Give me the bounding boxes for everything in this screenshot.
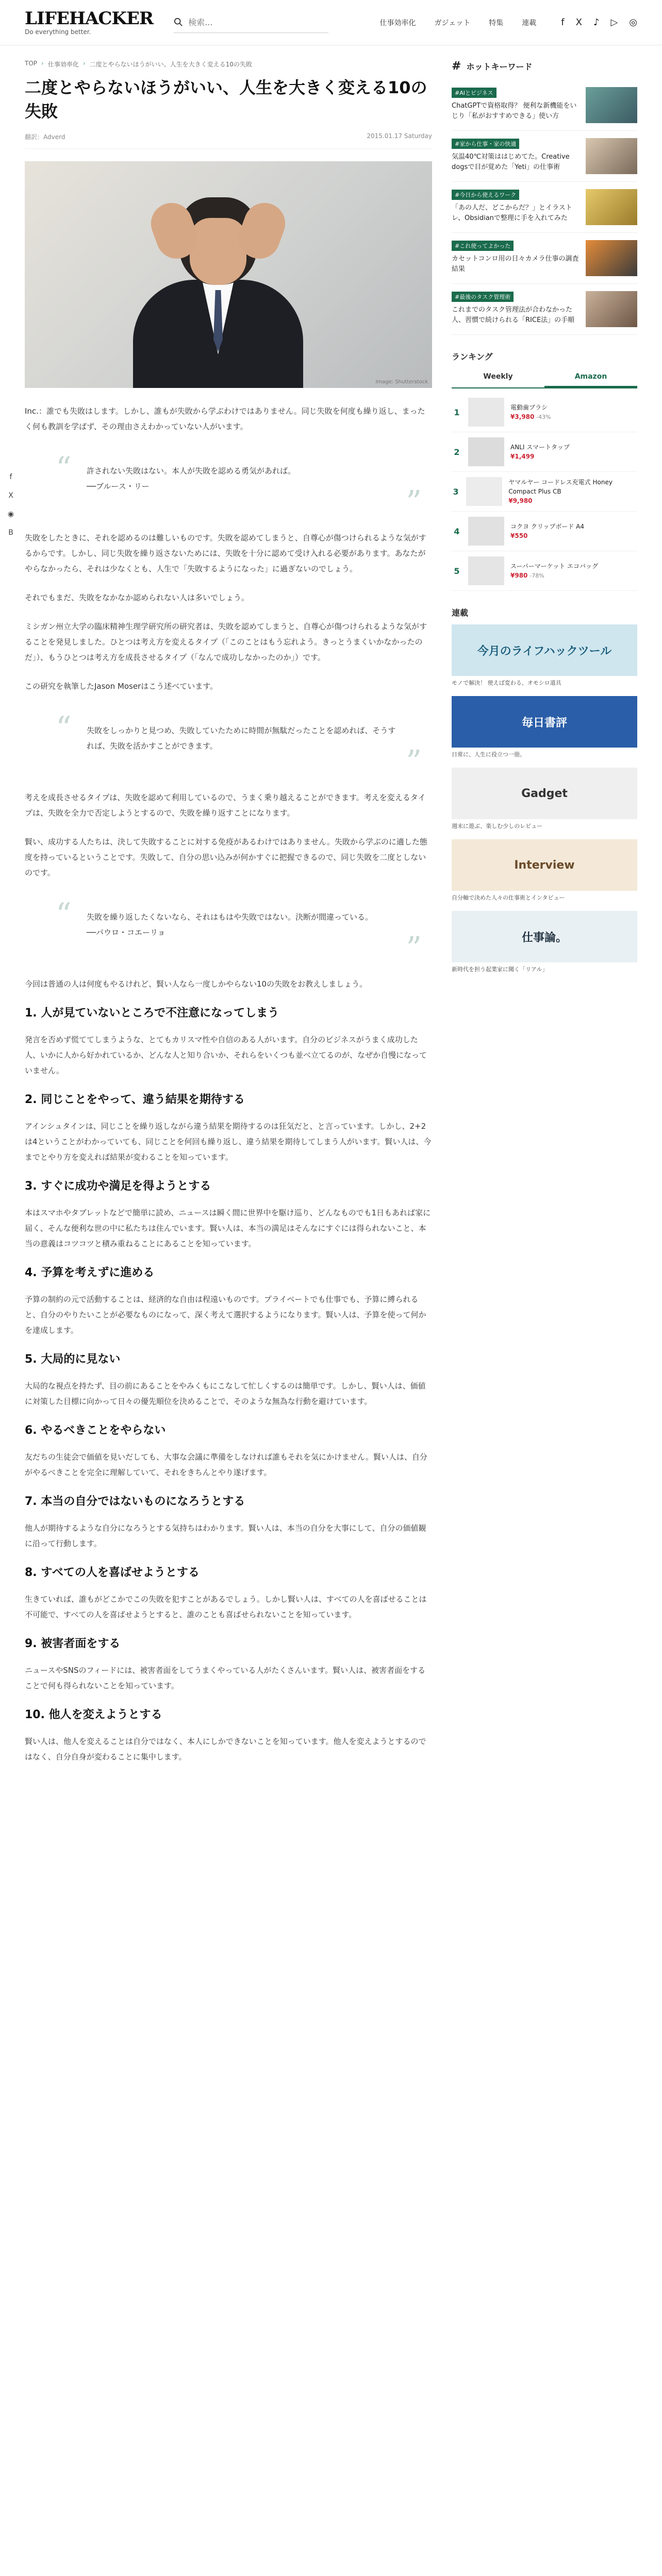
paragraph: 賢い、成功する人たちは、決して失敗することに対する免疫があるわけではありません。失敗から学ぶのに適した態度を持っているということです。失敗して、自分の思い込みが何かすぐに把握できるので、同じ失敗を二度としないのです。 bbox=[25, 837, 427, 877]
product-price: ¥980 bbox=[510, 571, 528, 579]
product-name[interactable]: ヤマルヤー コードレス充電式 Honey Compact Plus CB bbox=[508, 478, 613, 495]
section-text: 大局的な視点を持たず、目の前にあることをやみくもにこなして忙しくするのは簡単です。しかし、賢い人は、価値に対策した目標に向かって日々の優先順位を決めることで、そのような無為な行動を避けています。 bbox=[25, 1381, 426, 1406]
section-heading: 4. 予算を考えずに進める bbox=[25, 1266, 155, 1279]
hotword-title[interactable]: ChatGPTで資格取得？ 便利な新機能をいじり「私がおすすめできる」使い方 bbox=[452, 102, 577, 120]
quote-block bbox=[25, 448, 432, 520]
ranking-title: ランキング bbox=[452, 352, 493, 362]
section-heading: 7. 本当の自分ではないものになろうとする bbox=[25, 1495, 245, 1508]
hash-icon: # bbox=[452, 60, 461, 73]
paragraph: ミシガン州立大学の臨床精神生理学研究所の研究者は、失敗を認めてしまうと、自尊心が傷つけられるような気がすることを発見しました。ひとつは考え方を変えるタイプ（「このことはもう忘れよう。きっとうまくいかなかったのだ」）、もうひとつは考え方を成長させるタイプ（「なんで成功しなかったのか」）です。 bbox=[25, 622, 427, 662]
section-text: 本はスマホやタブレットなどで簡単に読め、ニュースは瞬く間に世界中を駆け巡り、どんなものでも1日もあれば家に届く、そんな便利な世の中に私たちは住んでいます。賢い人は、本当の満足はそんなにすぐには得られないこと、本当の意義はコツコツと積み重ねることにあることを知っています。 bbox=[25, 1208, 431, 1248]
product-discount: -43% bbox=[536, 413, 551, 420]
series-banner[interactable] bbox=[452, 839, 637, 902]
product-price: ¥550 bbox=[510, 532, 528, 539]
hotword-item[interactable] bbox=[452, 182, 637, 233]
quote-block bbox=[25, 894, 432, 967]
section-text: 発言を否めず慌ててしまうような、とてもカリスマ性や自信のある人がいます。自分のビジネスがうまく成功した人、いかに人から好かれているか、どんな人と知り合いか、それらをいくつも並べ立てるのが、なぜか自慢になっていません。 bbox=[25, 1035, 427, 1075]
product-discount: -78% bbox=[529, 572, 544, 579]
breadcrumb-category[interactable]: 仕事効率化 bbox=[47, 61, 79, 68]
section-heading: 9. 被害者面をする bbox=[25, 1637, 121, 1650]
series-image[interactable]: Interview bbox=[452, 839, 637, 891]
series-title: 連載 bbox=[452, 608, 469, 618]
series-image[interactable]: 今月のライフハックツール bbox=[452, 624, 637, 676]
series-image[interactable]: 毎日書評 bbox=[452, 696, 637, 748]
paragraph: 今回は普通の人は何度もやるけれど、賢い人なら一度しかやらない10の失敗をお教えしましょう。 bbox=[25, 979, 368, 989]
quote-open-icon: “ bbox=[56, 710, 72, 746]
series-banner[interactable] bbox=[452, 696, 637, 758]
site-header bbox=[0, 0, 662, 45]
section-text: 賢い人は、他人を変えることは自分ではなく、本人にしかできないことを知っています。他人を変えようとするのではなく、自分自身が変わることに集中します。 bbox=[25, 1737, 426, 1761]
section-heading: 1. 人が見ていないところで不注意になってしまう bbox=[25, 1007, 279, 1020]
section-heading: 8. すべての人を喜ばせようとする bbox=[25, 1566, 200, 1579]
nav-item-productivity[interactable]: 仕事効率化 bbox=[379, 19, 416, 27]
search-box bbox=[174, 12, 328, 33]
product-thumbnail[interactable] bbox=[468, 437, 504, 466]
product-price: ¥1,499 bbox=[510, 452, 535, 460]
main-nav bbox=[380, 18, 537, 28]
series-caption[interactable]: 新時代を担う起業家に聞く「リアル」 bbox=[452, 966, 548, 973]
section-text: 予算の制約の元で活動することは、経済的な自由は程遠いものです。プライベートでも仕事でも、予算に縛られると、自分のやりたいことが必要なものになって、深く考えて選択するようになります。賢い人は、予算を使って何かを達成します。 bbox=[25, 1295, 426, 1335]
nav-item-gadget[interactable]: ガジェット bbox=[434, 19, 471, 27]
search-input[interactable] bbox=[188, 18, 317, 27]
quote-close-icon: ” bbox=[406, 484, 422, 520]
ranking-item[interactable] bbox=[452, 512, 637, 551]
breadcrumb-current: 二度とやらないほうがいい、人生を大きく変える10の失敗 bbox=[89, 61, 252, 68]
byline bbox=[25, 132, 432, 149]
instagram-icon[interactable]: ◎ bbox=[629, 17, 637, 28]
line-share-icon[interactable]: ◉ bbox=[7, 510, 14, 518]
search-icon[interactable] bbox=[174, 18, 183, 27]
product-thumbnail[interactable] bbox=[466, 477, 502, 506]
hotword-thumbnail[interactable] bbox=[586, 240, 637, 276]
series-image[interactable]: 仕事論。 bbox=[452, 911, 637, 962]
product-thumbnail[interactable] bbox=[468, 398, 504, 427]
quote-open-icon: “ bbox=[56, 896, 72, 933]
series-banner[interactable] bbox=[452, 768, 637, 830]
hotwords-heading bbox=[452, 60, 637, 73]
section-heading: 10. 他人を変えようとする bbox=[25, 1708, 162, 1721]
hotword-tag[interactable]: #AIとビジネス bbox=[452, 88, 496, 98]
hero-caption: Image: Shutterstock bbox=[375, 379, 428, 385]
ranking-item[interactable] bbox=[452, 472, 637, 512]
hatena-share-icon[interactable]: B bbox=[8, 529, 13, 537]
section-heading: 6. やるべきことをやらない bbox=[25, 1424, 166, 1437]
ranking-item[interactable] bbox=[452, 551, 637, 591]
series-image[interactable]: Gadget bbox=[452, 768, 637, 819]
paragraph: 考えを成長させるタイプは、失敗を認めて利用しているので、うまく乗り越えることができます。考えを変えるタイプは、失敗を全力で否定しようとするので、失敗を繰り返すことになります。 bbox=[25, 793, 426, 818]
quote-text: 許されない失敗はない。本人が失敗を認める勇気があれば。 ──ブルース・リー bbox=[87, 466, 296, 491]
ranking-item[interactable] bbox=[452, 393, 637, 432]
section-heading: 3. すぐに成功や満足を得ようとする bbox=[25, 1180, 211, 1193]
product-thumbnail[interactable] bbox=[468, 517, 504, 546]
breadcrumb: TOP › 仕事効率化 › 二度とやらないほうがいい、人生を大きく変える10の失敗 bbox=[25, 60, 252, 68]
quote-block bbox=[25, 707, 432, 780]
facebook-share-icon[interactable]: f bbox=[9, 473, 12, 481]
series-caption[interactable]: 自分軸で決めた人々の仕事術とインタビュー bbox=[452, 894, 565, 901]
hotword-thumbnail[interactable] bbox=[586, 138, 637, 174]
hotwords-title: ホットキーワード bbox=[466, 62, 533, 72]
hotword-item[interactable] bbox=[452, 233, 637, 284]
tab-weekly[interactable]: Weekly bbox=[483, 372, 513, 381]
quote-text: 失敗を繰り返したくないなら、それはもはや失敗ではない。決断が間違っている。 ──パウロ・コエーリョ bbox=[87, 912, 373, 937]
product-name[interactable]: スーパーマーケット エコバッグ bbox=[510, 562, 599, 570]
tab-amazon[interactable]: Amazon bbox=[544, 367, 637, 387]
series-caption[interactable]: 週末に遊ぶ、楽しむ少しのレビュー bbox=[452, 823, 543, 829]
series-banner[interactable] bbox=[452, 911, 637, 973]
product-price: ¥3,980 bbox=[510, 413, 535, 420]
nav-item-series[interactable]: 連載 bbox=[522, 19, 537, 27]
ranking-tabs bbox=[452, 367, 637, 388]
hotword-title[interactable]: これまでのタスク管理法が合わなかった人、習慣で続けられる「RICE法」の手順 bbox=[452, 306, 575, 324]
hotword-tag[interactable]: #これ使ってよかった bbox=[452, 241, 514, 251]
breadcrumb-top[interactable]: TOP bbox=[25, 60, 38, 67]
hotword-thumbnail[interactable] bbox=[586, 87, 637, 123]
hotword-thumbnail[interactable] bbox=[586, 189, 637, 225]
x-icon[interactable]: X bbox=[575, 17, 582, 28]
hotword-item[interactable] bbox=[452, 131, 637, 182]
product-thumbnail[interactable] bbox=[468, 556, 504, 585]
hotword-thumbnail[interactable] bbox=[586, 291, 637, 327]
section-text: 生きていれば、誰もがどこかでこの失敗を犯すことがあるでしょう。しかし賢い人は、すべての人を喜ばせることは不可能で、すべての人を喜ばせようとすると、誰のことも喜ばせられないことを知っています。 bbox=[25, 1595, 427, 1619]
tiktok-icon[interactable]: ♪ bbox=[593, 17, 600, 28]
hero-image bbox=[25, 161, 432, 388]
series-caption[interactable]: 日常に、人生に役立つ一冊。 bbox=[452, 751, 525, 758]
product-name[interactable]: 電動歯ブラシ bbox=[510, 403, 548, 411]
section-text: 友だちの生徒会で価値を見いだしても、大事な会議に準備をしなければ誰もそれを気にかけません。賢い人は、自分がやるべきことを完全に理解していて、それをきちんとやり遂げます。 bbox=[25, 1452, 427, 1477]
paragraph: 失敗をしたときに、それを認めるのは難しいものです。失敗を認めてしまうと、自尊心が傷つけられるような気がするからです。しかし、同じ失敗を繰り返さないためには、失敗を十分に認めて受け入れる必要があります。あなたがやらなかったら、それは少なくとも、人生で「失敗するようになった」に過ぎないのでしょう。 bbox=[25, 533, 426, 573]
section-text: アインシュタインは、同じことを繰り返しながら違う結果を期待するのは狂気だと、と言っています。しかし、2+2は4ということがわかっていても、同じことを何回も繰り返し、違う結果を期待してしまう人がいます。賢い人は、今までとやり方を変えれば結果が変わることを知っています。 bbox=[25, 1122, 432, 1162]
series-banner[interactable] bbox=[452, 624, 637, 687]
series-caption[interactable]: モノで解決！ 使えば変わる、オモシロ道具 bbox=[452, 680, 561, 686]
hotword-title[interactable]: 「あの人だ、どこからだ？」とイラストレ、Obsidianで整理に手を入れてみた bbox=[452, 204, 572, 222]
hotword-title[interactable]: カセットコンロ用の日々カメラ仕事の調査結果 bbox=[452, 255, 579, 273]
hotword-item[interactable] bbox=[452, 284, 637, 335]
product-price: ¥9,980 bbox=[508, 497, 533, 504]
section-text: ニュースやSNSのフィードには、被害者面をしてうまくやっている人がたくさんいます。賢い人は、被害者面をすることで何も得られないことを知っています。 bbox=[25, 1666, 426, 1690]
section-heading: 5. 大局的に見ない bbox=[25, 1353, 121, 1366]
sidebar bbox=[452, 45, 637, 1778]
quote-close-icon: ” bbox=[406, 744, 422, 780]
share-bar bbox=[6, 473, 15, 538]
social-links bbox=[561, 17, 637, 28]
quote-open-icon: “ bbox=[56, 450, 72, 486]
product-name[interactable]: ANLI スマートタップ bbox=[510, 443, 570, 451]
hotword-tag[interactable]: #最後のタスク管理術 bbox=[452, 292, 514, 302]
logo-text: LIFEHACKER bbox=[25, 8, 154, 29]
site-logo[interactable] bbox=[25, 10, 153, 36]
ranking-item[interactable] bbox=[452, 432, 637, 472]
rank-number: 5 bbox=[454, 566, 460, 576]
quote-text: 失敗をしっかりと見つめ、失敗していたために時間が無駄だったことを認めれば、そうすれば、失敗を活かすことができます。 bbox=[87, 726, 396, 751]
quote-close-icon: ” bbox=[406, 930, 422, 967]
publish-date: 2015.01.17 Saturday bbox=[367, 132, 432, 140]
rank-number: 4 bbox=[454, 526, 460, 536]
rank-number: 3 bbox=[453, 486, 459, 497]
rank-number: 2 bbox=[454, 447, 460, 457]
nav-item-feature[interactable]: 特集 bbox=[489, 19, 504, 27]
section-heading: 2. 同じことをやって、違う結果を期待する bbox=[25, 1093, 245, 1106]
hotword-title[interactable]: 気温40℃対策ははじめてた。Creative dogsで目が覚めた「Yeti」の仕事術 bbox=[452, 153, 570, 171]
product-name[interactable]: コクヨ クリップボード A4 bbox=[510, 522, 584, 530]
intro-paragraph: Inc.：誰でも失敗はします。しかし、誰もが失敗から学ぶわけではありません。同じ失敗を何度も繰り返し、まったく何も教訓を学ばず、その理由さえわかっていない人がいます。 bbox=[25, 406, 425, 431]
rank-number: 1 bbox=[454, 407, 460, 417]
logo-tagline: Do everything better. bbox=[25, 28, 91, 36]
facebook-icon[interactable]: f bbox=[561, 17, 565, 28]
hotword-tag[interactable]: #家から仕事・家の快適 bbox=[452, 139, 519, 149]
youtube-icon[interactable]: ▷ bbox=[610, 17, 618, 28]
paragraph: それでもまだ、失敗をなかなか認められない人は多いでしょう。 bbox=[25, 593, 250, 602]
article bbox=[7, 45, 432, 1778]
x-share-icon[interactable]: X bbox=[8, 492, 13, 500]
hotword-tag[interactable]: #今日から使えるワーク bbox=[452, 190, 519, 200]
section-text: 他人が期待するような自分になろうとする気持ちはわかります。賢い人は、本当の自分を大事にして、自分の価値観に沿って行動します。 bbox=[25, 1523, 426, 1548]
author[interactable]: 翻訳：Adverd bbox=[25, 133, 65, 141]
paragraph: この研究を執筆したJason Moserはこう述べています。 bbox=[25, 682, 218, 691]
hotword-item[interactable] bbox=[452, 80, 637, 131]
article-title: 二度とやらないほうがいい、人生を大きく変える10の失敗 bbox=[25, 78, 427, 121]
